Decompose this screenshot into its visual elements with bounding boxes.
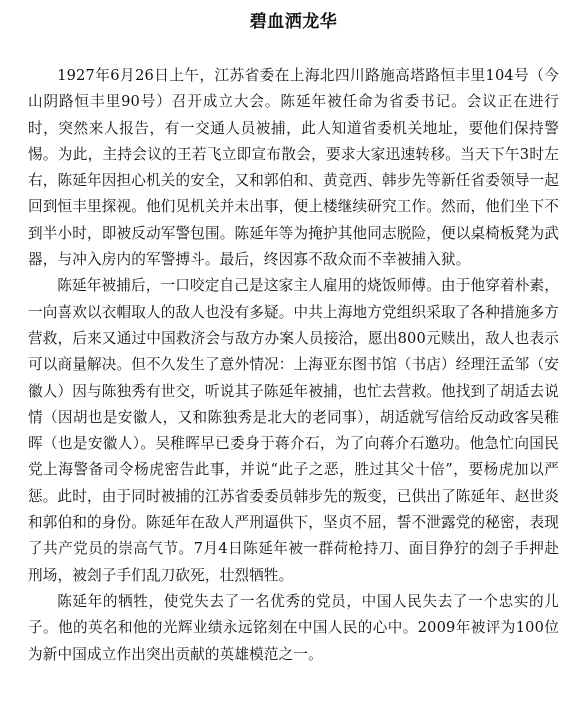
paragraph-2: 陈延年被捕后，一口咬定自己是这家主人雇用的烧饭师傅。由于他穿着朴素，一向喜欢以衣帽取人的敌人也没有多疑。中共上海地方党组织采取了各种措施多方营救，后来又通过中国救济会与敌方办案人员接洽，愿出800元赎出，敌人也表示可以商量解决。但不久发生了意外情况：上海亚东图书馆（书店）经理汪孟邹（安徽人）因与陈独秀有世交，听说其子陈延年被捕，也忙去营救。他找到了胡适去说情（因胡也是安徽人，又和陈独秀是北大的老同事），胡适就写信给反动政客吴稚晖（也是安徽人）。吴稚晖早已委身于蒋介石，为了向蒋介石邀功。他急忙向国民党上海警备司令杨虎密告此事，并说“此子之恶，胜过其父十倍”，要杨虎加以严惩。此时，由于同时被捕的江苏省委委员韩步先的叛变，已供出了陈延年、赵世炎和郭伯和的身份。陈延年在敌人严刑逼供下，坚贞不屈，誓不泄露党的秘密，表现了共产党员的崇高气节。7月4日陈延年被一群荷枪持刀、面目狰狞的刽子手押赴刑场，被刽子手们乱刀砍死，壮烈牺牲。 <box>28 277 559 584</box>
paragraph-1: 1927年6月26日上午，江苏省委在上海北四川路施高塔路恒丰里104号（今山阴路恒丰里90号）召开成立大会。陈延年被任命为省委书记。会议正在进行时，突然来人报告，有一交通人员被捕，此人知道省委机关地址，要他们保持警惕。为此，主持会议的王若飞立即宣布散会，要求大家迅速转移。当天下午3时左右，陈延年因担心机关的安全，又和郭伯和、黄竞西、韩步先等新任省委领导一起回到恒丰里探视。他们见机关并未出事，便上楼继续研究工作。然而，他们坐下不到半小时，即被反动军警包围。陈延年等为掩护其他同志脱险，便以桌椅板凳为武器，与冲入房内的军警搏斗。最后，终因寡不敌众而不幸被捕入狱。 <box>28 67 559 269</box>
paragraph-3: 陈延年的牺牲，使党失去了一名优秀的党员，中国人民失去了一个忠实的儿子。他的英名和他的光辉业绩永远铭刻在中国人民的心中。2009年被评为100位为新中国成立作出突出贡献的英雄模范之一。 <box>28 592 559 663</box>
document-title: 碧血洒龙华 <box>249 12 338 32</box>
